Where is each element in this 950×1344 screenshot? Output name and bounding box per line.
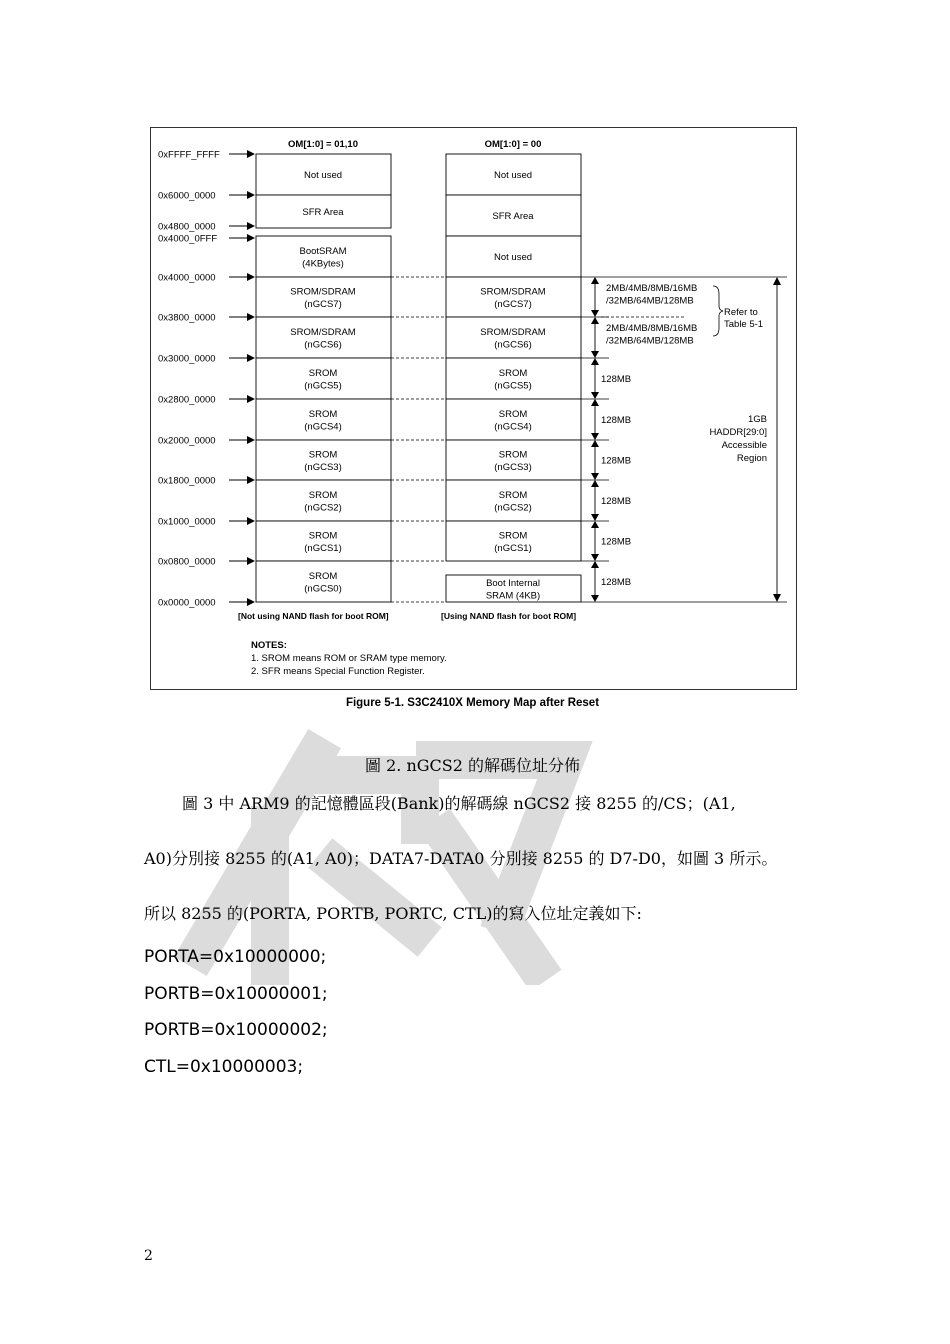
left-block-text-line-1: SROM — [308, 449, 338, 461]
size-arrowhead-up — [591, 277, 599, 284]
left-block-text-line-1: Not used — [303, 170, 343, 181]
address-label: 0x3800_0000 — [158, 312, 216, 324]
size-label: /32MB/64MB/128MB — [606, 335, 694, 347]
address-label: 0x1000_0000 — [158, 516, 216, 528]
left-block-text-line-1: SROM/SDRAM — [290, 286, 356, 298]
address-label: 0x6000_0000 — [158, 190, 216, 202]
size-label: 2MB/4MB/8MB/16MB — [606, 323, 698, 334]
region-label-4: Region — [736, 453, 767, 464]
size-arrowhead-down — [591, 473, 599, 480]
right-block-text-line-1: SROM — [498, 367, 528, 379]
left-memory-column — [256, 154, 391, 602]
address-label: 0x4000_0000 — [158, 272, 216, 284]
left-block-text-line-1: SROM — [308, 530, 338, 542]
left-block-text-line-2: (nGCS3) — [304, 461, 342, 473]
size-label: 128MB — [601, 455, 632, 467]
memory-map-figure — [150, 127, 797, 690]
refer-label-1: Refer to — [724, 307, 758, 318]
code-line-ctl: CTL=0x10000003; — [144, 1057, 304, 1077]
left-block-text-line-1: SFR Area — [302, 207, 344, 218]
left-block-text-line-1: SROM — [308, 408, 338, 420]
paragraph-line-2: A0)分別接 8255 的(A1, A0)；DATA7-DATA0 分別接 8255 的 D7-D0，如圖 3 所示。 — [144, 849, 778, 868]
note-2: 2. SFR means Special Function Register. — [251, 666, 425, 677]
left-block-text-line-1: SROM — [308, 489, 338, 501]
size-label: 128MB — [601, 496, 632, 507]
refer-brace — [713, 286, 723, 336]
left-block-text-line-2: (nGCS4) — [304, 421, 342, 433]
right-block-text-line-1: SFR Area — [492, 211, 534, 222]
size-label: 128MB — [601, 415, 632, 426]
right-block-text-line-1: SROM/SDRAM — [480, 286, 546, 298]
size-arrowhead-down — [591, 433, 599, 440]
right-block-text-line-1: Boot Internal — [486, 577, 540, 589]
address-label: 0xFFFF_FFFF — [158, 149, 220, 161]
right-block-text-line-2: (nGCS5) — [494, 380, 532, 392]
region-arrowhead-down — [773, 594, 781, 602]
size-arrowhead-down — [591, 514, 599, 521]
note-1: 1. SROM means ROM or SRAM type memory. — [251, 653, 447, 664]
right-block-text-line-2: (nGCS3) — [494, 461, 532, 473]
right-block-text-line-1: Not used — [493, 170, 533, 181]
left-block-text-line-2: (4KBytes) — [302, 258, 344, 270]
left-block-text-line-2: (nGCS1) — [304, 542, 342, 554]
right-block-text-line-1: SROM/SDRAM — [480, 326, 546, 338]
notes-title: NOTES: — [251, 640, 287, 651]
size-arrowhead-down — [591, 554, 599, 561]
label-using-nand: [Using NAND flash for boot ROM] — [441, 611, 577, 621]
size-arrowhead-up — [591, 440, 599, 447]
right-block-text-line-2: (nGCS2) — [494, 502, 532, 514]
right-block-text-line-2: (nGCS7) — [494, 298, 532, 310]
paragraph-line-1: 圖 3 中 ARM9 的記憶體區段(Bank)的解碼線 nGCS2 接 8255 的/CS；(A1, — [182, 794, 736, 813]
size-arrowhead-up — [591, 561, 599, 568]
right-block-text-line-2: (nGCS1) — [494, 542, 532, 554]
size-arrowhead-down — [591, 595, 599, 602]
left-block-text-line-2: (nGCS2) — [304, 502, 342, 514]
address-labels — [158, 150, 254, 609]
left-block-text-line-1: SROM/SDRAM — [290, 326, 356, 338]
region-label-1: 1GB — [747, 414, 767, 425]
left-block-text-line-2: (nGCS5) — [304, 380, 342, 392]
size-arrowhead-down — [591, 351, 599, 358]
left-block-text-line-1: BootSRAM — [299, 245, 347, 257]
size-label: 128MB — [601, 536, 632, 548]
size-label: /32MB/64MB/128MB — [606, 295, 694, 307]
figure-caption: 圖 2. nGCS2 的解碼位址分佈 — [365, 756, 580, 775]
size-arrowhead-down — [591, 310, 599, 317]
size-arrowhead-up — [591, 317, 599, 324]
code-line-porta: PORTA=0x10000000; — [144, 947, 327, 967]
left-block-text-line-2: (nGCS7) — [304, 298, 342, 310]
header-left: OM[1:0] = 01,10 — [288, 139, 358, 150]
size-label: 2MB/4MB/8MB/16MB — [606, 283, 698, 294]
refer-label-2: Table 5-1 — [724, 319, 764, 330]
header-right: OM[1:0] = 00 — [484, 139, 542, 150]
address-label: 0x0000_0000 — [158, 597, 216, 609]
right-block-text-line-1: SROM — [498, 489, 528, 501]
address-label: 0x0800_0000 — [158, 556, 216, 568]
right-block-text-line-1: Not used — [493, 252, 533, 263]
address-label: 0x3000_0000 — [158, 353, 216, 365]
size-arrowhead-up — [591, 521, 599, 528]
region-label-3: Accessible — [721, 440, 767, 451]
right-block-text-line-1: SROM — [498, 449, 528, 461]
code-line-portc: PORTB=0x10000002; — [144, 1020, 328, 1040]
right-block-text-line-2: SRAM (4KB) — [485, 590, 541, 602]
region-label-2: HADDR[29:0] — [709, 427, 767, 438]
left-block-text-line-2: (nGCS6) — [304, 339, 342, 351]
right-memory-column — [446, 154, 581, 602]
address-label: 0x2800_0000 — [158, 394, 216, 406]
size-arrowhead-up — [591, 358, 599, 365]
right-block-text-line-1: SROM — [498, 408, 528, 420]
left-block-text-line-1: SROM — [308, 570, 338, 582]
size-arrowhead-up — [591, 480, 599, 487]
address-label: 0x4000_0FFF — [158, 233, 218, 245]
memory-map-diagram — [151, 128, 796, 689]
size-label: 128MB — [601, 577, 632, 588]
label-not-using-nand: [Not using NAND flash for boot ROM] — [238, 611, 389, 621]
address-label: 0x2000_0000 — [158, 435, 216, 447]
left-block-text-line-1: SROM — [308, 367, 338, 379]
figure-title: Figure 5-1. S3C2410X Memory Map after Reset — [345, 697, 600, 709]
address-label: 0x4800_0000 — [158, 221, 216, 233]
code-line-portb: PORTB=0x10000001; — [144, 984, 328, 1004]
region-arrowhead-up — [773, 277, 781, 285]
right-block-text-line-1: SROM — [498, 530, 528, 542]
size-arrowhead-up — [591, 399, 599, 406]
paragraph-line-3: 所以 8255 的(PORTA, PORTB, PORTC, CTL)的寫入位址定義如下: — [144, 904, 642, 923]
size-arrowhead-down — [591, 392, 599, 399]
right-block-text-line-2: (nGCS4) — [494, 421, 532, 433]
size-label: 128MB — [601, 374, 632, 385]
right-block-text-line-2: (nGCS6) — [494, 339, 532, 351]
left-block-text-line-2: (nGCS0) — [304, 583, 342, 595]
address-label: 0x1800_0000 — [158, 475, 216, 487]
page-number: 2 — [144, 1248, 153, 1264]
